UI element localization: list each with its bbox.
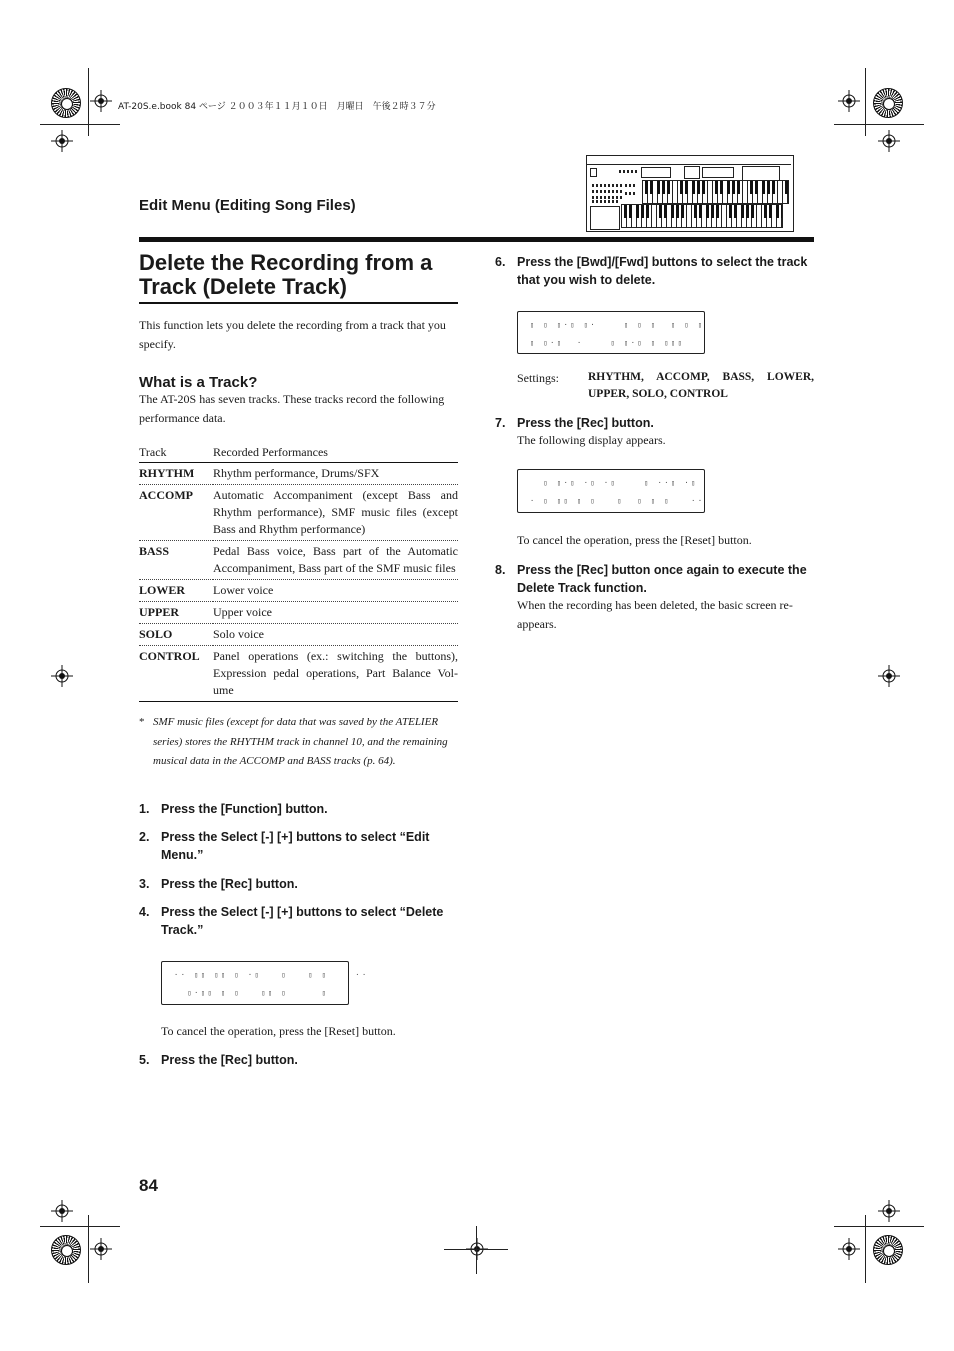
table-row [139,624,458,646]
registration-rosette-icon [51,88,81,118]
settings-values: RHYTHM, ACCOMP, BASS, LOWER, UPPER, SOLO, CONTROL [588,371,814,400]
step-number: 1. [139,802,150,816]
crop-mark [476,1226,477,1274]
table-row [139,580,458,602]
track-name: UPPER [139,602,213,624]
registration-rosette-icon [873,1235,903,1265]
lcd-display: ▯ ▯·▯ ·▯ ·▯ ▯ ··▯ ·▯ · ▯ ▯▯ ▯ ▯ ▯ ▯ ▯ ▯ ·· [517,469,705,513]
crop-mark [88,68,89,136]
organ-illustration [586,155,794,232]
step-text: Press the Select [-] [+] buttons to select “Delete Track.” [161,905,444,937]
step-text: Press the Select [-] [+] buttons to select “Edit Menu.” [161,830,430,862]
step-number: 7. [495,416,506,430]
registration-rosette-icon [51,1235,81,1265]
table-header: Track [139,444,213,463]
crop-mark [834,124,924,125]
footnote [139,713,458,772]
table-row [139,602,458,624]
step-number: 2. [139,830,150,844]
step-text: Press the [Rec] button. [161,1053,298,1067]
crop-mark [40,1226,120,1227]
step-5 [139,1051,459,1069]
registration-crosshair-icon [838,90,860,112]
step-3 [139,875,459,893]
section-title: Edit Menu (Editing Song Files) [139,197,356,214]
settings-label: Settings: [517,371,560,385]
track-desc: Panel operations (ex.: switching the buttons), Expression pedal operations, Part Balance Vol-ume [213,646,458,702]
file-info: AT-20S.e.book 84 ページ ２００３年１１月１０日 月曜日 午後２時３７分 [118,102,436,112]
table-row [139,485,458,541]
track-name: LOWER [139,580,213,602]
track-desc: Lower voice [213,580,458,602]
step-text: Press the [Rec] button. [161,877,298,891]
page-title: Delete the Recording from a Track (Delete Track) [139,250,433,299]
step-8-sub: When the recording has been deleted, the basic screen re-appears. [517,598,793,631]
header-rule [139,237,814,242]
track-table [139,444,458,702]
subheading: What is a Track? [139,374,258,391]
registration-crosshair-icon [878,1200,900,1222]
registration-rosette-icon [873,88,903,118]
step-8 [495,561,815,597]
track-description: The AT-20S has seven tracks. These tracks record the following performance data. [139,392,445,425]
track-name: SOLO [139,624,213,646]
step-number: 4. [139,905,150,919]
page-number: 84 [139,1176,158,1195]
track-desc: Solo voice [213,624,458,646]
crop-mark [865,68,866,136]
track-name: RHYTHM [139,463,213,485]
track-desc: Pedal Bass voice, Bass part of the Automatic Accompaniment, Bass part of the SMF music files [213,541,458,580]
registration-crosshair-icon [51,665,73,687]
registration-crosshair-icon [90,90,112,112]
registration-crosshair-icon [878,665,900,687]
table-row [139,646,458,702]
registration-crosshair-icon [90,1238,112,1260]
track-desc: Automatic Accompaniment (except Bass and Rhythm performance), SMF music files (except Bass and Rhythm performance) [213,485,458,541]
track-name: CONTROL [139,646,213,702]
registration-crosshair-icon [51,1200,73,1222]
title-rule [139,302,458,304]
step-1 [139,800,459,818]
intro-text: This function lets you delete the recording from a track that you specify. [139,318,446,351]
registration-crosshair-icon [51,130,73,152]
step-2 [139,828,459,864]
registration-crosshair-icon [878,130,900,152]
step-number: 6. [495,255,506,269]
crop-mark [40,124,120,125]
step-text: Press the [Rec] button once again to execute the Delete Track function. [517,563,807,595]
step-number: 8. [495,563,506,577]
step-6 [495,253,815,289]
crop-mark [834,1226,924,1227]
step-7 [495,414,815,432]
track-name: ACCOMP [139,485,213,541]
footnote-mark: * [139,716,145,728]
step-number: 5. [139,1053,150,1067]
step-text: Press the [Rec] button. [517,416,654,430]
table-row [139,541,458,580]
cancel-note: To cancel the operation, press the [Reset] button. [161,1024,396,1038]
lcd-display: ·· ▯▯ ▯▯ ▯ ·▯ ▯ ▯ ▯ ·· ▯·▯▯ ▯ ▯ ▯▯ ▯ ▯ [161,961,349,1005]
step-text: Press the [Function] button. [161,802,328,816]
registration-crosshair-icon [838,1238,860,1260]
lcd-display: ▯ ▯ ▯·▯ ▯· ▯ ▯ ▯ ▯ ▯ ▯ ▯ ▯·▯ · ▯ ▯·▯ ▯ ▯▯▯ [517,311,705,354]
track-desc: Rhythm performance, Drums/SFX [213,463,458,485]
table-header: Recorded Performances [213,444,458,463]
footnote-text: SMF music files (except for data that was saved by the ATELIER series) stores the RHYTHM track in channel 10, and the remaining musical data in the ACCOMP and BASS tracks (p. 64). [153,716,448,768]
step-text: Press the [Bwd]/[Fwd] buttons to select the track that you wish to delete. [517,255,808,287]
track-name: BASS [139,541,213,580]
track-desc: Upper voice [213,602,458,624]
table-row [139,463,458,485]
step-7-sub: The following display appears. [517,433,666,447]
step-number: 3. [139,877,150,891]
step-4 [139,903,459,939]
cancel-note: To cancel the operation, press the [Reset] button. [517,533,752,547]
